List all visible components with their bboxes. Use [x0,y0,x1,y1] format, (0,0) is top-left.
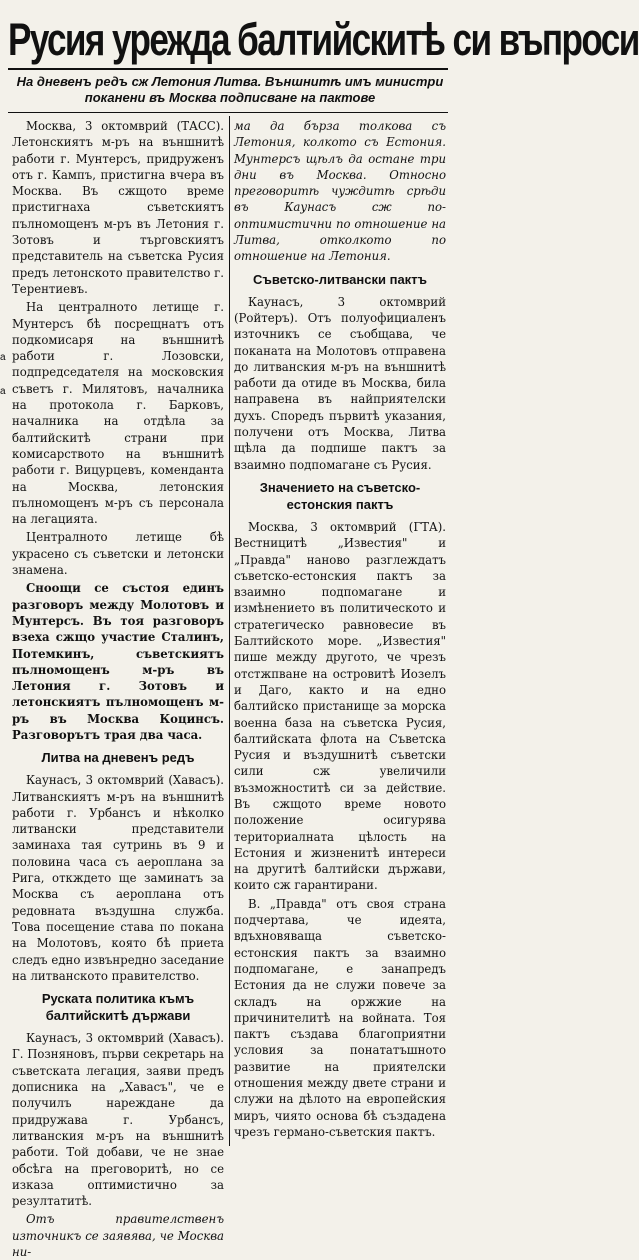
article-paragraph: Каунасъ, 3 октомврий (Ройтеръ). Отъ полуофициаленъ източникъ се съобщава, че поканата на Молотовъ отправена до литванския м-ръ на външнитѣ работи да отиде въ Москва, била направена въ найприятелски духъ. Споредъ първитѣ указания, получени отъ Москва, Литва щѣла да подпише пактъ за взаимно подпомагане съ Русия. [234,294,446,472]
column-divider [229,116,230,1146]
article-paragraph: Москва, 3 октомврий (ТАСС). Летонскиятъ м-ръ на външнитѣ работи г. Мунтерсъ, придруженъ отъ г. Кампъ, пристигна вчера въ Москва. Въ сжщото време пристигнаха съветскиятъ пълномощенъ м-ръ въ Летония г. Зотовъ и търговскиятъ представитель на съветска Русия предъ летонското правителство г. Терентиевъ. [12,119,224,296]
headline-rule [8,68,448,70]
article-paragraph: Москва, 3 октомврий (ГТА). Вестницитѣ „Известия" и „Правда" наново разглеждатъ съветско-естонския пактъ за взаимно подпомагане и измѣнението въ политическото и стратегическо равновесие въ Балтийското море. „Известия" пише между другото, че чрезъ отстжпване на островитѣ Иозелъ и Даго, както и на едно балтийско пристанище за морска военна база на съветска Русия, балтийската флота на Съветска Русия и въздушнитѣ съветски сили сж увеличили възможноститѣ си за действие. Въ сжщото време новото положение осигурява териториалната цѣлость на Естония и жизненитѣ интереси на другитѣ балтийски държави, които сж гарантирани. [234,519,446,893]
section-heading: Литва на дневенъ редъ [41,750,195,766]
section-heading: Съветско-литвански пактъ [252,271,428,287]
subhead-rule [8,112,448,113]
article-paragraph: На централното летище г. Мунтерсъ бѣ посрещнатъ отъ подкомисаря на външнитѣ работи г. Лозовски, подпредседателя на московския съветъ г. Милятовъ, началника на протокола г. Барковъ, началника на отдѣла за балтийскитѣ страни при комисарството на външнитѣ работи г. Вицурцевъ, коменданта на Москва, летонския пълномощенъ м-ръ съ персонала на легацията. [12,300,224,527]
right-column [234,118,446,1158]
article-paragraph: ма да бърза толкова съ Летония, колкото съ Естония. Мунтерсъ щѣлъ да остане три дни въ Москва. Относно преговоритѣ чуждитѣ срѣди въ Каунасъ сж по-оптимистични по отношение на Литва, отколкото по отношение на Летония. [234,119,446,264]
headline: Русия урежда балтийскитѣ си въпроси [8,14,639,65]
article-paragraph: Каунасъ, 3 октомврий (Хавасъ). Г. Позняновъ, първи секретарь на съветската легация, заяви предъ дописника на „Хавасъ", че е получилъ нареждане да придружава г. Урбансъ, литванския м-ръ на външнитѣ работи. Той добави, че не знае обсѣга на преговоритѣ, но се изказа оптимистично за резултатитѣ. [12,1031,224,1209]
section-heading: Руската политика къмъ балтийскитѣ държави [41,991,195,1024]
article-paragraph: Каунасъ, 3 октомврий (Хавасъ). Литванскиятъ м-ръ на външнитѣ работи г. Урбансъ и нѣколко литвански представители заминаха тая сутринь въ 9 и половина часа съ аероплана за Рига, откждето ще заминатъ за Москва съ аероплана отъ редовната въздушна служба. Това посещение става по покана на Молотовъ, която бѣ приета следъ едно извънредно заседание на литванското правителство. [12,773,224,983]
left-column [12,118,224,1259]
subheadline: На дневенъ редъ сж Летония Литва. Външнитѣ имъ министри поканени въ Москва подписване на пактове [16,74,444,105]
article-paragraph: Отъ правителственъ източникъ се заявява, че Москва ни- [12,1212,224,1259]
margin-fragment: а [0,386,6,397]
article-paragraph: В. „Правда" отъ своя страна подчертава, че идеята, вдъхновяваща съветско-естонския пактъ за взаимно подпомагане, е занапредъ Естония да не служи повече за складъ на оржжие на причинителитѣ на войната. Тоя пактъ създава благоприятни условия за понататъшното развитие на приятелски отношения между двете страни и служи на дѣлото на европейския миръ, чиято основа бѣ създадена чрезъ германо-съветския пактъ. [234,896,446,1139]
article-paragraph: Централното летище бѣ украсено съ съветски и летонски знамена. [12,530,224,578]
section-heading: Значението на съветско-естонския пактъ [259,479,421,512]
article-paragraph-bold: Сноощи се състоя единъ разговоръ между Молотовъ и Мунтерсъ. Въ тоя разговоръ взеха сжщо участие Сталинъ, Потемкинъ, съветскиятъ пълномощенъ м-ръ въ Летония г. Зотовъ и летонскиятъ пълномощенъ м-ръ въ Москва Коцинсъ. Разговорътъ трая два часа. [12,581,224,742]
margin-fragment: а [0,352,6,363]
